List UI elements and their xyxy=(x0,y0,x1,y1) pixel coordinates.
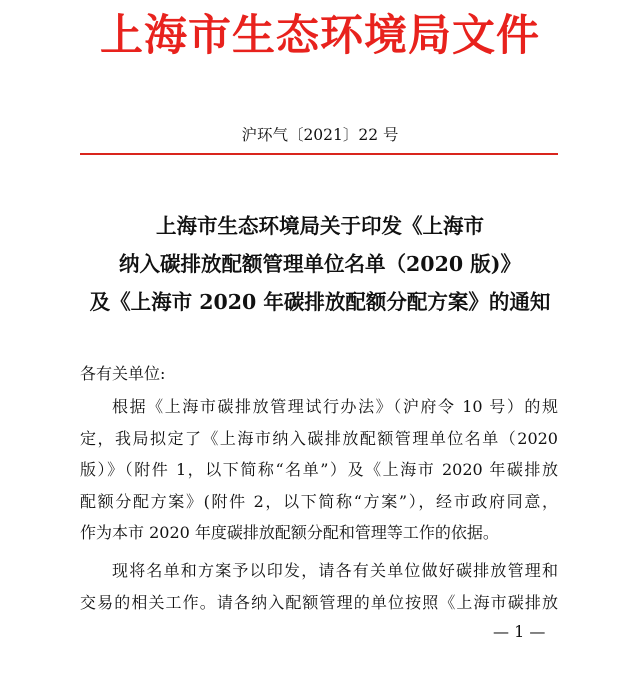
body-paragraph-2 xyxy=(80,555,558,618)
document-title xyxy=(0,207,640,321)
paragraph-line: 作为本市 2020 年度碳排放配额分配和管理等工作的依据。 xyxy=(80,523,499,542)
document-number: 沪环气〔2021〕22 号 xyxy=(241,126,399,144)
salutation: 各有关单位: xyxy=(80,364,166,383)
title-line: 纳入碳排放配额管理单位名单（2020 版)》 xyxy=(119,252,521,276)
page-number: — 1 — xyxy=(493,622,546,641)
title-line: 及《上海市 2020 年碳排放配额分配方案》的通知 xyxy=(89,290,551,314)
paragraph-line: 现将名单和方案予以印发，请各有关单位做好碳排放管理和 xyxy=(112,561,558,580)
red-rule-divider xyxy=(80,153,558,155)
paragraph-line: 交易的相关工作。请各纳入配额管理的单位按照《上海市碳排放 xyxy=(80,592,558,612)
paragraph-line: 版）》（附件 1，以下简称“名单”）及《上海市 2020 年碳排放 xyxy=(80,460,558,479)
issuer-header: 上海市生态环境局文件 xyxy=(100,11,540,61)
paragraph-line: 根据《上海市碳排放管理试行办法》（沪府令 10 号）的规 xyxy=(112,397,558,416)
paragraph-line: 定，我局拟定了《上海市纳入碳排放配额管理单位名单（2020 xyxy=(80,428,558,448)
body-paragraph-1 xyxy=(80,391,558,549)
paragraph-line: 配额分配方案》(附件 2，以下简称“方案”），经市政府同意， xyxy=(80,491,558,511)
title-line: 上海市生态环境局关于印发《上海市 xyxy=(156,214,484,238)
